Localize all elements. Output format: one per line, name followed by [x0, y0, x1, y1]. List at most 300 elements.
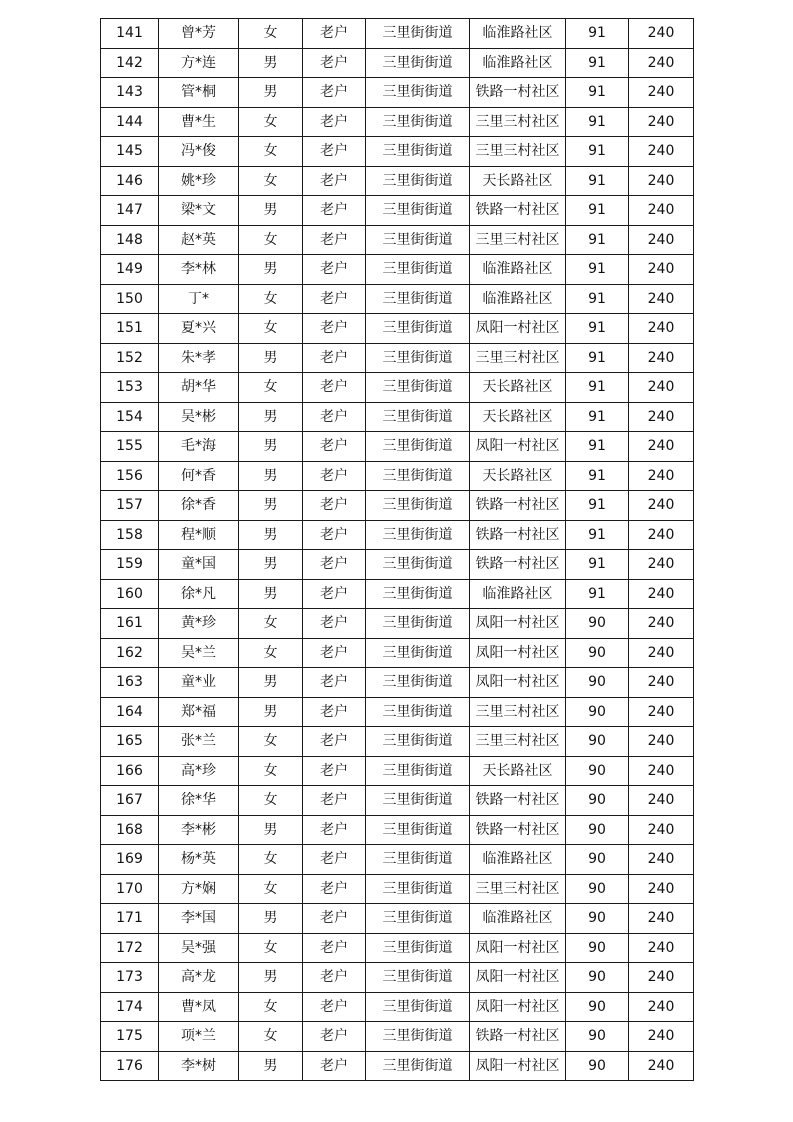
age-cell: 91 — [566, 579, 629, 609]
amount-cell: 240 — [629, 491, 694, 521]
community-cell: 铁路一村社区 — [470, 786, 566, 816]
street-cell: 三里街街道 — [366, 284, 470, 314]
gender-cell: 女 — [239, 845, 303, 875]
serial-number-cell: 167 — [101, 786, 159, 816]
household-type-cell: 老户 — [303, 609, 366, 639]
amount-cell: 240 — [629, 284, 694, 314]
community-cell: 铁路一村社区 — [470, 78, 566, 108]
street-cell: 三里街街道 — [366, 78, 470, 108]
age-cell: 91 — [566, 48, 629, 78]
amount-cell: 240 — [629, 137, 694, 167]
household-type-cell: 老户 — [303, 933, 366, 963]
age-cell: 90 — [566, 963, 629, 993]
name-cell: 项*兰 — [159, 1022, 239, 1052]
serial-number-cell: 142 — [101, 48, 159, 78]
amount-cell: 240 — [629, 225, 694, 255]
serial-number-cell: 148 — [101, 225, 159, 255]
table-row — [101, 196, 694, 226]
age-cell: 91 — [566, 19, 629, 49]
community-cell: 三里三村社区 — [470, 343, 566, 373]
serial-number-cell: 169 — [101, 845, 159, 875]
table-row — [101, 225, 694, 255]
amount-cell: 240 — [629, 933, 694, 963]
serial-number-cell: 153 — [101, 373, 159, 403]
street-cell: 三里街街道 — [366, 963, 470, 993]
amount-cell: 240 — [629, 373, 694, 403]
street-cell: 三里街街道 — [366, 668, 470, 698]
gender-cell: 男 — [239, 432, 303, 462]
serial-number-cell: 164 — [101, 697, 159, 727]
street-cell: 三里街街道 — [366, 520, 470, 550]
street-cell: 三里街街道 — [366, 1051, 470, 1081]
table-row — [101, 402, 694, 432]
serial-number-cell: 154 — [101, 402, 159, 432]
community-cell: 凤阳一村社区 — [470, 314, 566, 344]
name-cell: 杨*英 — [159, 845, 239, 875]
gender-cell: 男 — [239, 520, 303, 550]
name-cell: 童*国 — [159, 550, 239, 580]
serial-number-cell: 151 — [101, 314, 159, 344]
name-cell: 郑*福 — [159, 697, 239, 727]
name-cell: 方*娴 — [159, 874, 239, 904]
community-cell: 铁路一村社区 — [470, 520, 566, 550]
household-type-cell: 老户 — [303, 520, 366, 550]
gender-cell: 女 — [239, 786, 303, 816]
name-cell: 方*连 — [159, 48, 239, 78]
table-row — [101, 491, 694, 521]
name-cell: 丁* — [159, 284, 239, 314]
community-cell: 临淮路社区 — [470, 284, 566, 314]
table-row — [101, 668, 694, 698]
amount-cell: 240 — [629, 756, 694, 786]
street-cell: 三里街街道 — [366, 196, 470, 226]
name-cell: 张*兰 — [159, 727, 239, 757]
serial-number-cell: 176 — [101, 1051, 159, 1081]
street-cell: 三里街街道 — [366, 992, 470, 1022]
age-cell: 91 — [566, 520, 629, 550]
street-cell: 三里街街道 — [366, 491, 470, 521]
name-cell: 高*龙 — [159, 963, 239, 993]
amount-cell: 240 — [629, 609, 694, 639]
table-row — [101, 137, 694, 167]
age-cell: 90 — [566, 1051, 629, 1081]
amount-cell: 240 — [629, 1022, 694, 1052]
gender-cell: 男 — [239, 815, 303, 845]
gender-cell: 男 — [239, 196, 303, 226]
community-cell: 凤阳一村社区 — [470, 609, 566, 639]
household-type-cell: 老户 — [303, 756, 366, 786]
age-cell: 91 — [566, 107, 629, 137]
gender-cell: 男 — [239, 668, 303, 698]
community-cell: 凤阳一村社区 — [470, 638, 566, 668]
serial-number-cell: 172 — [101, 933, 159, 963]
serial-number-cell: 161 — [101, 609, 159, 639]
community-cell: 临淮路社区 — [470, 904, 566, 934]
household-type-cell: 老户 — [303, 284, 366, 314]
street-cell: 三里街街道 — [366, 373, 470, 403]
table-row — [101, 963, 694, 993]
street-cell: 三里街街道 — [366, 904, 470, 934]
serial-number-cell: 155 — [101, 432, 159, 462]
street-cell: 三里街街道 — [366, 874, 470, 904]
household-type-cell: 老户 — [303, 668, 366, 698]
household-type-cell: 老户 — [303, 373, 366, 403]
community-cell: 凤阳一村社区 — [470, 933, 566, 963]
gender-cell: 男 — [239, 1051, 303, 1081]
gender-cell: 男 — [239, 78, 303, 108]
amount-cell: 240 — [629, 255, 694, 285]
household-type-cell: 老户 — [303, 579, 366, 609]
amount-cell: 240 — [629, 19, 694, 49]
gender-cell: 女 — [239, 19, 303, 49]
name-cell: 吴*强 — [159, 933, 239, 963]
gender-cell: 女 — [239, 727, 303, 757]
street-cell: 三里街街道 — [366, 786, 470, 816]
table-row — [101, 609, 694, 639]
household-type-cell: 老户 — [303, 845, 366, 875]
street-cell: 三里街街道 — [366, 756, 470, 786]
age-cell: 90 — [566, 992, 629, 1022]
gender-cell: 女 — [239, 284, 303, 314]
table-row — [101, 432, 694, 462]
community-cell: 临淮路社区 — [470, 579, 566, 609]
street-cell: 三里街街道 — [366, 137, 470, 167]
age-cell: 91 — [566, 166, 629, 196]
age-cell: 91 — [566, 461, 629, 491]
table-row — [101, 107, 694, 137]
street-cell: 三里街街道 — [366, 933, 470, 963]
gender-cell: 男 — [239, 697, 303, 727]
household-type-cell: 老户 — [303, 166, 366, 196]
street-cell: 三里街街道 — [366, 579, 470, 609]
table-row — [101, 845, 694, 875]
age-cell: 90 — [566, 845, 629, 875]
amount-cell: 240 — [629, 815, 694, 845]
age-cell: 90 — [566, 1022, 629, 1052]
community-cell: 三里三村社区 — [470, 107, 566, 137]
name-cell: 曾*芳 — [159, 19, 239, 49]
community-cell: 凤阳一村社区 — [470, 668, 566, 698]
serial-number-cell: 156 — [101, 461, 159, 491]
table-row — [101, 904, 694, 934]
community-cell: 凤阳一村社区 — [470, 992, 566, 1022]
amount-cell: 240 — [629, 550, 694, 580]
age-cell: 91 — [566, 343, 629, 373]
name-cell: 徐*香 — [159, 491, 239, 521]
serial-number-cell: 165 — [101, 727, 159, 757]
household-type-cell: 老户 — [303, 461, 366, 491]
serial-number-cell: 158 — [101, 520, 159, 550]
serial-number-cell: 160 — [101, 579, 159, 609]
household-type-cell: 老户 — [303, 1051, 366, 1081]
table-row — [101, 874, 694, 904]
table-row — [101, 520, 694, 550]
age-cell: 90 — [566, 933, 629, 963]
amount-cell: 240 — [629, 992, 694, 1022]
gender-cell: 男 — [239, 48, 303, 78]
table-row — [101, 48, 694, 78]
age-cell: 91 — [566, 284, 629, 314]
amount-cell: 240 — [629, 904, 694, 934]
community-cell: 凤阳一村社区 — [470, 963, 566, 993]
gender-cell: 女 — [239, 992, 303, 1022]
street-cell: 三里街街道 — [366, 166, 470, 196]
age-cell: 91 — [566, 255, 629, 285]
household-type-cell: 老户 — [303, 904, 366, 934]
gender-cell: 男 — [239, 255, 303, 285]
community-cell: 铁路一村社区 — [470, 550, 566, 580]
amount-cell: 240 — [629, 196, 694, 226]
name-cell: 曹*凤 — [159, 992, 239, 1022]
table-row — [101, 166, 694, 196]
street-cell: 三里街街道 — [366, 225, 470, 255]
serial-number-cell: 166 — [101, 756, 159, 786]
age-cell: 91 — [566, 196, 629, 226]
name-cell: 李*国 — [159, 904, 239, 934]
gender-cell: 女 — [239, 638, 303, 668]
gender-cell: 女 — [239, 874, 303, 904]
amount-cell: 240 — [629, 668, 694, 698]
age-cell: 90 — [566, 815, 629, 845]
amount-cell: 240 — [629, 579, 694, 609]
household-type-cell: 老户 — [303, 727, 366, 757]
amount-cell: 240 — [629, 461, 694, 491]
table-row — [101, 550, 694, 580]
serial-number-cell: 159 — [101, 550, 159, 580]
household-type-cell: 老户 — [303, 196, 366, 226]
table-row — [101, 992, 694, 1022]
community-cell: 天长路社区 — [470, 461, 566, 491]
serial-number-cell: 147 — [101, 196, 159, 226]
household-type-cell: 老户 — [303, 1022, 366, 1052]
name-cell: 赵*英 — [159, 225, 239, 255]
household-type-cell: 老户 — [303, 48, 366, 78]
community-cell: 凤阳一村社区 — [470, 432, 566, 462]
amount-cell: 240 — [629, 786, 694, 816]
amount-cell: 240 — [629, 874, 694, 904]
community-cell: 三里三村社区 — [470, 225, 566, 255]
name-cell: 夏*兴 — [159, 314, 239, 344]
household-type-cell: 老户 — [303, 491, 366, 521]
name-cell: 童*业 — [159, 668, 239, 698]
gender-cell: 女 — [239, 107, 303, 137]
amount-cell: 240 — [629, 845, 694, 875]
name-cell: 吴*彬 — [159, 402, 239, 432]
age-cell: 90 — [566, 668, 629, 698]
street-cell: 三里街街道 — [366, 48, 470, 78]
age-cell: 90 — [566, 638, 629, 668]
street-cell: 三里街街道 — [366, 697, 470, 727]
street-cell: 三里街街道 — [366, 550, 470, 580]
serial-number-cell: 146 — [101, 166, 159, 196]
table-row — [101, 19, 694, 49]
table-row — [101, 638, 694, 668]
name-cell: 李*树 — [159, 1051, 239, 1081]
age-cell: 91 — [566, 137, 629, 167]
table-row — [101, 1022, 694, 1052]
community-cell: 三里三村社区 — [470, 727, 566, 757]
gender-cell: 男 — [239, 343, 303, 373]
community-cell: 天长路社区 — [470, 402, 566, 432]
table-row — [101, 815, 694, 845]
table-row — [101, 697, 694, 727]
table-row — [101, 284, 694, 314]
community-cell: 凤阳一村社区 — [470, 1051, 566, 1081]
community-cell: 铁路一村社区 — [470, 1022, 566, 1052]
household-type-cell: 老户 — [303, 432, 366, 462]
amount-cell: 240 — [629, 520, 694, 550]
household-type-cell: 老户 — [303, 786, 366, 816]
street-cell: 三里街街道 — [366, 343, 470, 373]
community-cell: 临淮路社区 — [470, 845, 566, 875]
serial-number-cell: 170 — [101, 874, 159, 904]
elderly-subsidy-table — [100, 18, 694, 1081]
street-cell: 三里街街道 — [366, 402, 470, 432]
community-cell: 三里三村社区 — [470, 874, 566, 904]
community-cell: 天长路社区 — [470, 756, 566, 786]
name-cell: 冯*俊 — [159, 137, 239, 167]
serial-number-cell: 174 — [101, 992, 159, 1022]
amount-cell: 240 — [629, 402, 694, 432]
serial-number-cell: 143 — [101, 78, 159, 108]
household-type-cell: 老户 — [303, 137, 366, 167]
household-type-cell: 老户 — [303, 343, 366, 373]
amount-cell: 240 — [629, 727, 694, 757]
street-cell: 三里街街道 — [366, 461, 470, 491]
gender-cell: 女 — [239, 373, 303, 403]
age-cell: 90 — [566, 786, 629, 816]
name-cell: 吴*兰 — [159, 638, 239, 668]
amount-cell: 240 — [629, 343, 694, 373]
name-cell: 何*香 — [159, 461, 239, 491]
age-cell: 90 — [566, 609, 629, 639]
gender-cell: 女 — [239, 166, 303, 196]
street-cell: 三里街街道 — [366, 845, 470, 875]
gender-cell: 男 — [239, 461, 303, 491]
gender-cell: 男 — [239, 550, 303, 580]
household-type-cell: 老户 — [303, 963, 366, 993]
serial-number-cell: 141 — [101, 19, 159, 49]
community-cell: 天长路社区 — [470, 373, 566, 403]
household-type-cell: 老户 — [303, 314, 366, 344]
amount-cell: 240 — [629, 107, 694, 137]
name-cell: 姚*珍 — [159, 166, 239, 196]
name-cell: 徐*凡 — [159, 579, 239, 609]
serial-number-cell: 171 — [101, 904, 159, 934]
age-cell: 91 — [566, 550, 629, 580]
community-cell: 临淮路社区 — [470, 48, 566, 78]
amount-cell: 240 — [629, 48, 694, 78]
table-row — [101, 461, 694, 491]
amount-cell: 240 — [629, 1051, 694, 1081]
name-cell: 程*顺 — [159, 520, 239, 550]
gender-cell: 女 — [239, 1022, 303, 1052]
name-cell: 徐*华 — [159, 786, 239, 816]
name-cell: 高*珍 — [159, 756, 239, 786]
household-type-cell: 老户 — [303, 225, 366, 255]
community-cell: 三里三村社区 — [470, 697, 566, 727]
community-cell: 天长路社区 — [470, 166, 566, 196]
street-cell: 三里街街道 — [366, 638, 470, 668]
table-row — [101, 727, 694, 757]
table-row — [101, 933, 694, 963]
age-cell: 90 — [566, 904, 629, 934]
community-cell: 铁路一村社区 — [470, 196, 566, 226]
street-cell: 三里街街道 — [366, 314, 470, 344]
serial-number-cell: 173 — [101, 963, 159, 993]
table-row — [101, 314, 694, 344]
street-cell: 三里街街道 — [366, 1022, 470, 1052]
household-type-cell: 老户 — [303, 19, 366, 49]
community-cell: 三里三村社区 — [470, 137, 566, 167]
community-cell: 临淮路社区 — [470, 255, 566, 285]
street-cell: 三里街街道 — [366, 255, 470, 285]
amount-cell: 240 — [629, 78, 694, 108]
name-cell: 曹*生 — [159, 107, 239, 137]
street-cell: 三里街街道 — [366, 815, 470, 845]
serial-number-cell: 144 — [101, 107, 159, 137]
age-cell: 91 — [566, 225, 629, 255]
gender-cell: 女 — [239, 314, 303, 344]
household-type-cell: 老户 — [303, 638, 366, 668]
age-cell: 91 — [566, 491, 629, 521]
name-cell: 黄*珍 — [159, 609, 239, 639]
serial-number-cell: 149 — [101, 255, 159, 285]
household-type-cell: 老户 — [303, 815, 366, 845]
table-row — [101, 78, 694, 108]
street-cell: 三里街街道 — [366, 432, 470, 462]
table-body — [101, 19, 694, 1081]
serial-number-cell: 145 — [101, 137, 159, 167]
serial-number-cell: 157 — [101, 491, 159, 521]
household-type-cell: 老户 — [303, 550, 366, 580]
serial-number-cell: 168 — [101, 815, 159, 845]
household-type-cell: 老户 — [303, 874, 366, 904]
community-cell: 铁路一村社区 — [470, 491, 566, 521]
gender-cell: 女 — [239, 933, 303, 963]
age-cell: 91 — [566, 432, 629, 462]
age-cell: 91 — [566, 373, 629, 403]
serial-number-cell: 175 — [101, 1022, 159, 1052]
street-cell: 三里街街道 — [366, 609, 470, 639]
household-type-cell: 老户 — [303, 107, 366, 137]
age-cell: 91 — [566, 402, 629, 432]
household-type-cell: 老户 — [303, 255, 366, 285]
table-row — [101, 579, 694, 609]
amount-cell: 240 — [629, 314, 694, 344]
street-cell: 三里街街道 — [366, 19, 470, 49]
street-cell: 三里街街道 — [366, 727, 470, 757]
gender-cell: 男 — [239, 963, 303, 993]
age-cell: 90 — [566, 697, 629, 727]
table-row — [101, 786, 694, 816]
serial-number-cell: 163 — [101, 668, 159, 698]
name-cell: 梁*文 — [159, 196, 239, 226]
serial-number-cell: 150 — [101, 284, 159, 314]
amount-cell: 240 — [629, 166, 694, 196]
name-cell: 李*林 — [159, 255, 239, 285]
household-type-cell: 老户 — [303, 78, 366, 108]
gender-cell: 男 — [239, 904, 303, 934]
household-type-cell: 老户 — [303, 697, 366, 727]
household-type-cell: 老户 — [303, 992, 366, 1022]
household-type-cell: 老户 — [303, 402, 366, 432]
amount-cell: 240 — [629, 432, 694, 462]
age-cell: 90 — [566, 874, 629, 904]
gender-cell: 女 — [239, 609, 303, 639]
name-cell: 朱*孝 — [159, 343, 239, 373]
age-cell: 91 — [566, 78, 629, 108]
